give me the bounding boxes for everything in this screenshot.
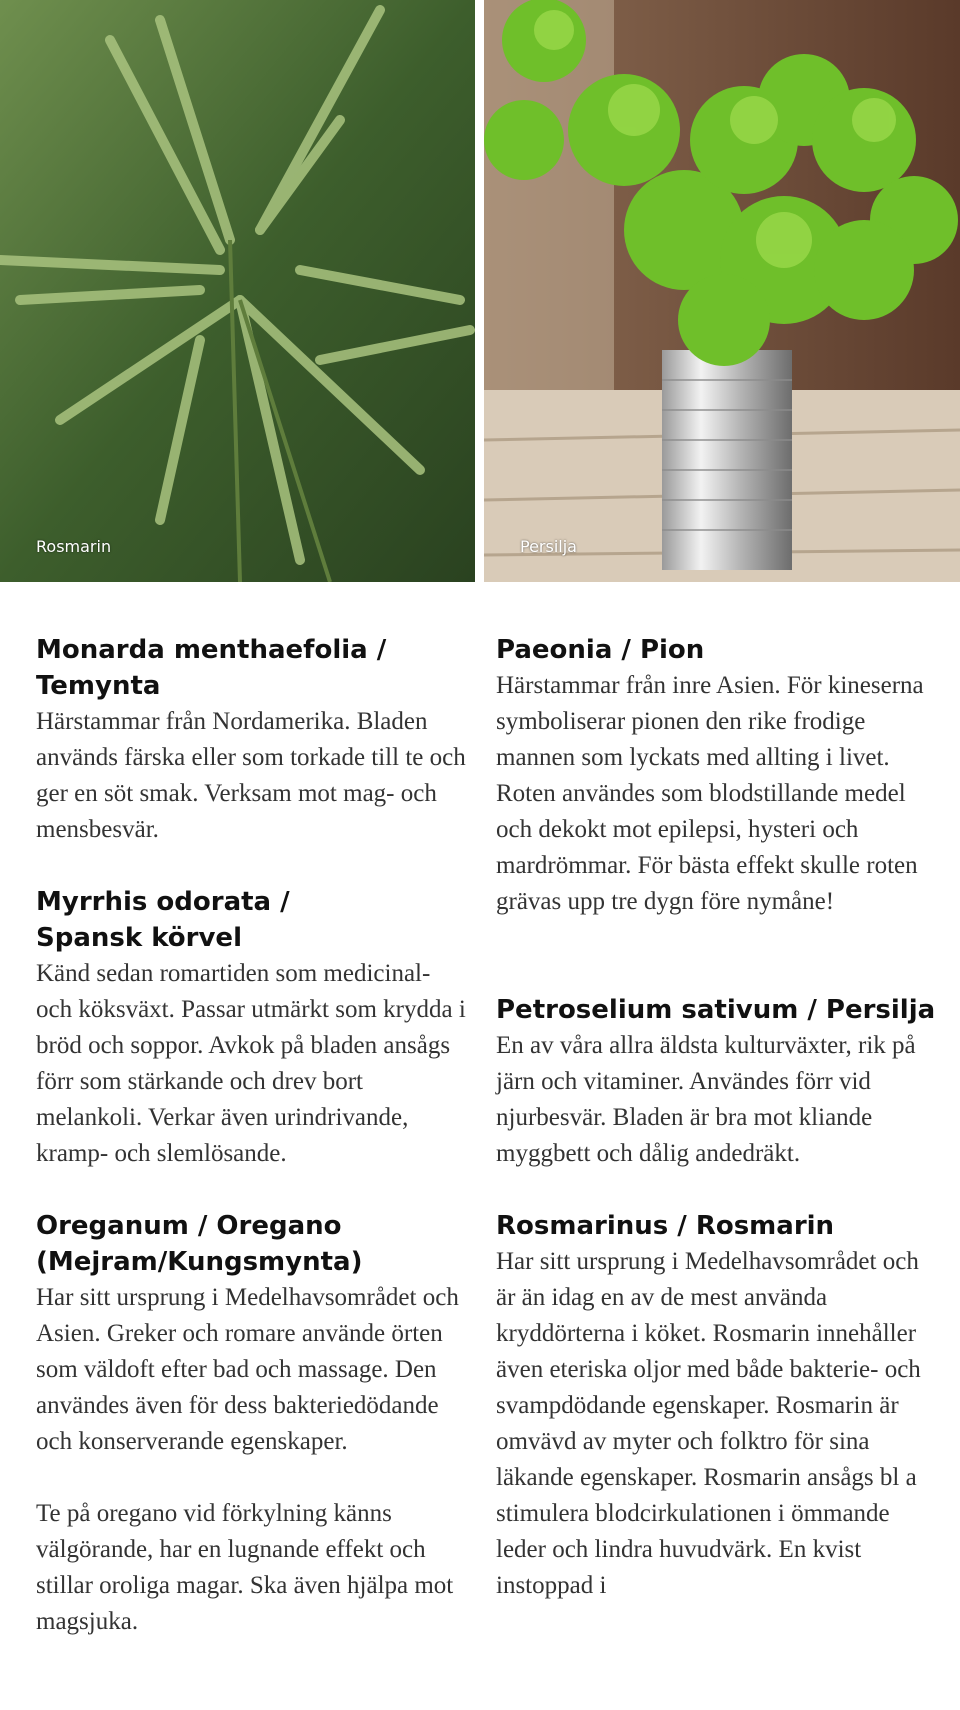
entry-monarda: [36, 632, 466, 848]
rosemary-caption: Rosmarin: [36, 537, 112, 556]
right-column: [496, 632, 936, 1640]
entry-text: Härstammar från inre Asien. För kineserna symboliserar pionen den rike frodige mannen som lyckats med allting i livet. Roten användes som blodstillande medel och dekokt mot epilepsi, hysteri och mardrömmar. För bästa effekt skulle roten grävas upp tre dygn före nymåne!: [496, 672, 924, 915]
entry-paeonia: [496, 632, 936, 920]
parsley-photo: [484, 0, 960, 582]
entry-text-continued: Te på oregano vid förkylning känns välgörande, har en lugnande effekt och stillar oroliga magar. Ska även hjälpa mot magsjuka.: [36, 1500, 454, 1635]
entry-text: Härstammar från Nordamerika. Bladen används färska eller som torkade till te och ger en söt smak. Verksam mot mag- och mensbesvär.: [36, 708, 466, 843]
entry-text: Har sitt ursprung i Medelhavsområdet och Asien. Greker och romare använde örten som väldoft efter bad och massage. Den användes även för dess bakteriedödande och konserverande egenskaper.: [36, 1284, 459, 1455]
left-column: [36, 632, 466, 1676]
entry-myrrhis: [36, 884, 466, 1172]
parsley-illustration: [484, 0, 960, 582]
rosemary-illustration: [0, 0, 475, 582]
entry-text: Har sitt ursprung i Medelhavsområdet och är än idag en av de mest använda kryddörterna i köket. Rosmarin innehåller även eteriska oljor med både bakterie- och svampdödande egenskaper. Rosmarin är omvävd av myter och folktro för sina läkande egenskaper. Rosmarin ansågs bl a stimulera blodcirkulationen i ömmande leder och lindra huvudvärk. En kvist instoppad i: [496, 1248, 921, 1599]
entry-title: Oreganum / Oregano (Mejram/Kungsmynta): [36, 1211, 363, 1277]
entry-petroselium: [496, 992, 936, 1172]
entry-oreganum: [36, 1208, 466, 1640]
entry-title: Monarda menthaefolia / Temynta: [36, 635, 387, 701]
entry-title: Rosmarinus / Rosmarin: [496, 1211, 835, 1241]
entry-rosmarinus: [496, 1208, 936, 1604]
entry-title: Paeonia / Pion: [496, 635, 705, 665]
entry-title: Myrrhis odorata / Spansk körvel: [36, 887, 290, 953]
entry-text: En av våra allra äldsta kulturväxter, rik på järn och vitaminer. Användes förr vid njurbesvär. Bladen är bra mot kliande myggbett och dålig andedräkt.: [496, 1032, 916, 1167]
entry-text: Känd sedan romartiden som medicinal- och köksväxt. Passar utmärkt som krydda i bröd och soppor. Avkok på bladen ansågs förr som stärkande och drev bort melankoli. Verkar även urindrivande, kramp- och slemlösande.: [36, 960, 466, 1167]
entry-title: Petroselium sativum / Persilja: [496, 995, 936, 1025]
rosemary-photo: [0, 0, 475, 582]
parsley-caption: Persilja: [520, 537, 577, 556]
